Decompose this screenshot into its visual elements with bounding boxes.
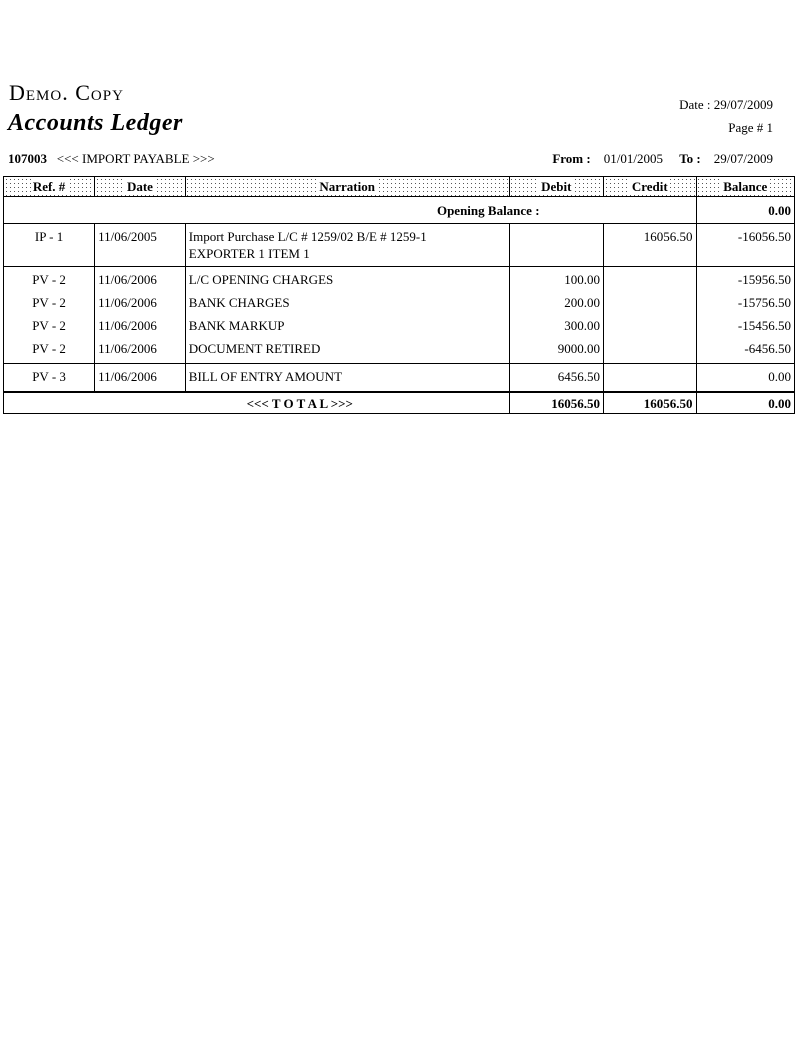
column-header-date: Date: [95, 177, 186, 197]
page-number: Page # 1: [728, 120, 773, 135]
cell-ref: PV - 2: [4, 340, 95, 364]
cell-balance: -15456.50: [696, 317, 794, 340]
table-row: [4, 364, 795, 393]
cell-date: 11/06/2006: [95, 340, 186, 364]
cell-credit: [604, 364, 697, 393]
cell-credit: [604, 317, 697, 340]
to-date: 29/07/2009: [713, 151, 773, 166]
cell-narration: BILL OF ENTRY AMOUNT: [185, 364, 509, 393]
cell-narration: BANK MARKUP: [185, 317, 509, 340]
column-header-credit: Credit: [604, 177, 697, 197]
table-row: [4, 267, 795, 295]
column-header-narration: Narration: [185, 177, 509, 197]
cell-balance: -16056.50: [696, 224, 794, 267]
cell-credit: [604, 294, 697, 317]
cell-credit: [604, 267, 697, 295]
cell-ref: PV - 2: [4, 317, 95, 340]
table-row: [4, 340, 795, 364]
from-label: From :: [552, 151, 591, 166]
cell-debit: 100.00: [509, 267, 603, 295]
table-row: [4, 294, 795, 317]
column-header-balance: Balance: [696, 177, 794, 197]
table-row: [4, 317, 795, 340]
cell-credit: 16056.50: [604, 224, 697, 267]
column-header-ref: Ref. #: [4, 177, 95, 197]
cell-debit: 200.00: [509, 294, 603, 317]
demo-copy-watermark: Demo. Copy: [9, 80, 124, 105]
cell-ref: PV - 2: [4, 267, 95, 295]
cell-debit: 6456.50: [509, 364, 603, 393]
cell-ref: IP - 1: [4, 224, 95, 267]
total-debit: 16056.50: [509, 392, 603, 414]
date-range: [552, 151, 773, 167]
cell-date: 11/06/2006: [95, 364, 186, 393]
total-row: [4, 392, 795, 414]
cell-date: 11/06/2005: [95, 224, 186, 267]
table-header-row: [4, 177, 795, 197]
opening-balance-row: [4, 197, 795, 224]
cell-debit: 300.00: [509, 317, 603, 340]
cell-narration: DOCUMENT RETIRED: [185, 340, 509, 364]
cell-date: 11/06/2006: [95, 294, 186, 317]
account-name: <<< IMPORT PAYABLE >>>: [56, 151, 215, 166]
total-balance: 0.00: [696, 392, 794, 414]
cell-date: 11/06/2006: [95, 267, 186, 295]
account-line: [8, 151, 215, 167]
cell-narration: BANK CHARGES: [185, 294, 509, 317]
to-label: To :: [679, 151, 701, 166]
narration-line-2: EXPORTER 1 ITEM 1: [188, 246, 310, 261]
report-title: Accounts Ledger: [8, 110, 183, 136]
opening-balance-value: 0.00: [696, 197, 794, 224]
cell-balance: -15956.50: [696, 267, 794, 295]
cell-balance: -15756.50: [696, 294, 794, 317]
total-label: <<< T O T A L >>>: [4, 392, 510, 414]
cell-debit: 9000.00: [509, 340, 603, 364]
report-date: Date : 29/07/2009: [679, 97, 773, 112]
cell-date: 11/06/2006: [95, 317, 186, 340]
account-code: 107003: [8, 151, 47, 166]
cell-ref: PV - 3: [4, 364, 95, 393]
cell-balance: -6456.50: [696, 340, 794, 364]
cell-narration: L/C OPENING CHARGES: [185, 267, 509, 295]
column-header-debit: Debit: [509, 177, 603, 197]
total-credit: 16056.50: [604, 392, 697, 414]
ledger-table: [3, 176, 795, 414]
cell-debit: [509, 224, 603, 267]
cell-balance: 0.00: [696, 364, 794, 393]
cell-narration: [185, 224, 509, 267]
table-row: [4, 224, 795, 267]
opening-balance-label: Opening Balance :: [4, 197, 697, 224]
narration-line-1: Import Purchase L/C # 1259/02 B/E # 1259-1: [188, 229, 427, 244]
cell-ref: PV - 2: [4, 294, 95, 317]
from-date: 01/01/2005: [603, 151, 663, 166]
cell-credit: [604, 340, 697, 364]
